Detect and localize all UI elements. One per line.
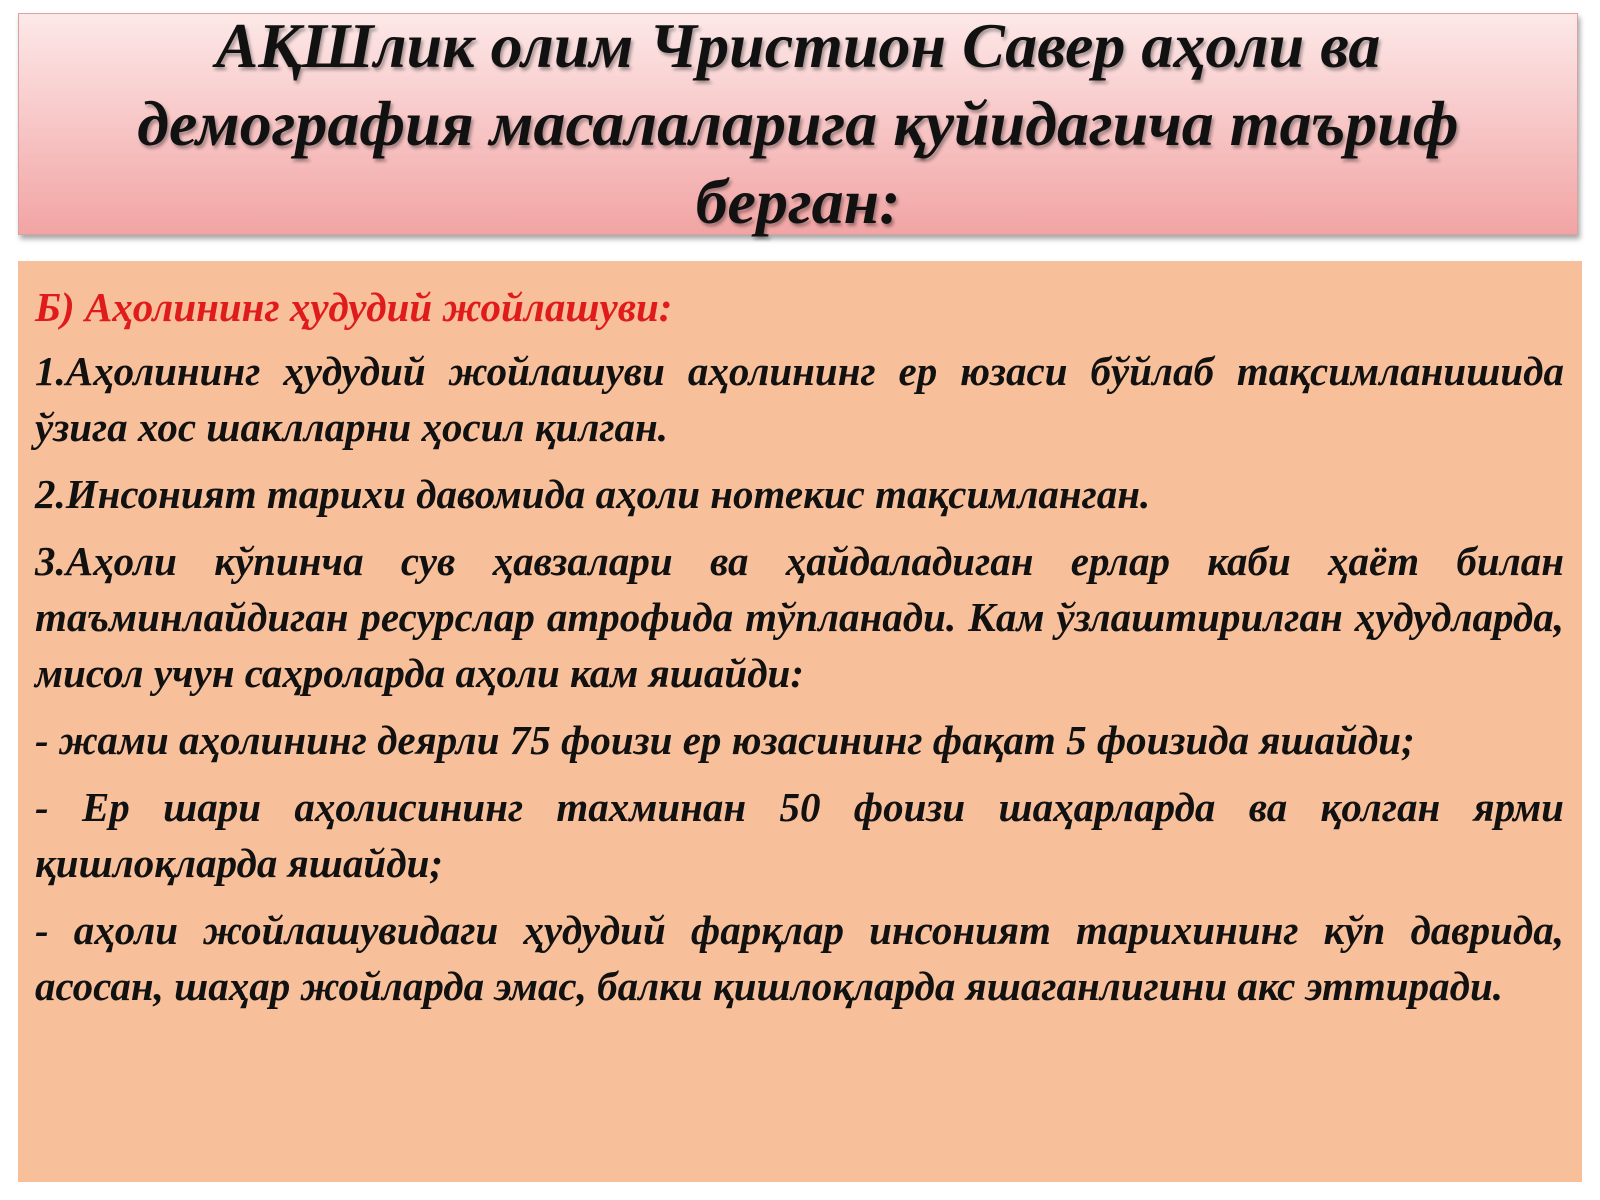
paragraph-1: 1.Аҳолининг ҳудудий жойлашуви аҳолининг ер юзаси бўйлаб тақсимланишида ўзига хос шаклларни ҳосил қилган. [35, 348, 1564, 450]
slide-title: АҚШлик олим Чристион Савер аҳоли ва демография масалаларига қуйидагича таъриф берган: [137, 10, 1459, 237]
bullet-2: - Ер шари аҳолисининг тахминан 50 фоизи шаҳарларда ва қолган ярми қишлоқларда яшайди; [35, 784, 1564, 886]
bullet-3: - аҳоли жойлашувидаги ҳудудий фарқлар инсоният тарихининг кўп даврида, асосан, шаҳар жойларда эмас, балки қишлоқларда яшаганлигини акс эттиради. [35, 907, 1564, 1009]
content-panel [18, 261, 1582, 1182]
bullet-1: - жами аҳолининг деярли 75 фоизи ер юзасининг фақат 5 фоизида яшайди; [35, 717, 1415, 763]
paragraph-3: 3.Аҳоли кўпинча сув ҳавзалари ва ҳайдаладиган ерлар каби ҳаёт билан таъминлайдиган ресурслар атрофида тўпланади. Кам ўзлаштирилган ҳудудларда, мисол учун саҳроларда аҳоли кам яшайди: [35, 538, 1564, 696]
title-banner [18, 10, 1578, 237]
paragraph-2: 2.Инсоният тарихи давомида аҳоли нотекис тақсимланган. [35, 471, 1151, 517]
section-subheading: Б) Аҳолининг ҳудудий жойлашуви: [35, 284, 673, 330]
